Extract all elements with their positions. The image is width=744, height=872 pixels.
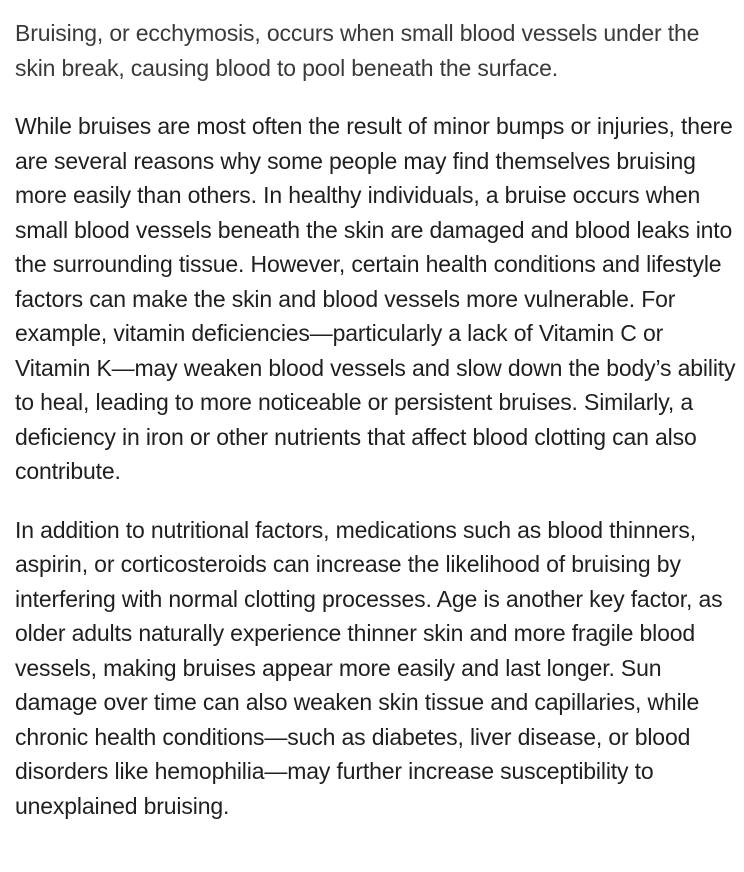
intro-paragraph: Bruising, or ecchymosis, occurs when small blood vessels under the skin break, causing blood to pool beneath the surface. — [15, 20, 700, 81]
causes-paragraph: While bruises are most often the result of minor bumps or injuries, there are several reasons why some people may find themselves bruising more easily than others. In healthy individuals, a bruise occurs when small blood vessels beneath the skin are damaged and blood leaks into the surrounding tissue. However, certain health conditions and lifestyle factors can make the skin and blood vessels more vulnerable. For example, vitamin deficiencies—particularly a lack of Vitamin C or Vitamin K—may weaken blood vessels and slow down the body’s ability to heal, leading to more noticeable or persistent bruises. Similarly, a deficiency in iron or other nutrients that affect blood clotting can also contribute. — [15, 113, 736, 484]
risk-factors-paragraph: In addition to nutritional factors, medications such as blood thinners, aspirin, or corticosteroids can increase the likelihood of bruising by interfering with normal clotting processes. Age is another key factor, as older adults naturally experience thinner skin and more fragile blood vessels, making bruises appear more easily and last longer. Sun damage over time can also weaken skin tissue and capillaries, while chronic health conditions—such as diabetes, liver disease, or blood disorders like hemophilia—may further increase susceptibility to unexplained bruising. — [15, 516, 723, 819]
article-body — [15, 16, 737, 823]
